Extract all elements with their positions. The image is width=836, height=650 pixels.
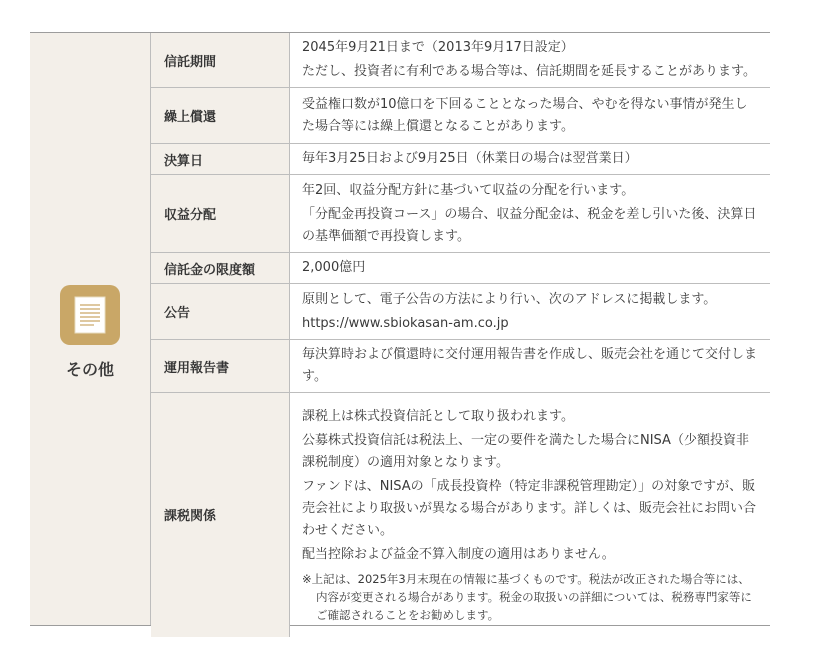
value-line: ファンドは、NISAの「成長投資枠（特定非課税管理勘定）」の対象ですが、販売会社により取扱いが異なる場合があります。詳しくは、販売会社にお問い合わせください。 (302, 478, 756, 538)
section-sidebar (30, 33, 151, 625)
info-rows (151, 33, 770, 637)
table-row (151, 253, 770, 284)
value-line: 配当控除および益金不算入制度の適用はありません。 (302, 546, 615, 562)
value-line: 受益権口数が10億口を下回ることとなった場合、やむを得ない事情が発生した場合等には繰上償還となることがあります。 (302, 96, 748, 134)
row-label: 繰上償還 (151, 88, 290, 144)
row-value (290, 33, 771, 88)
value-line: 毎年3月25日および9月25日（休業日の場合は翌営業日） (302, 151, 638, 166)
footnote: ※上記は、2025年3月末現在の情報に基づくものです。税法が改正された場合等には、内容が変更される場合があります。税金の取扱いの詳細については、税務専門家等にご確認されることをお勧めします。 (302, 571, 752, 622)
row-value (290, 253, 771, 284)
table-row (151, 393, 770, 637)
row-value (290, 144, 771, 175)
section-label: その他 (65, 360, 114, 379)
value-line: 年2回、収益分配方針に基づいて収益の分配を行います。 (302, 182, 635, 198)
document-icon-glyph (74, 296, 106, 334)
row-label: 収益分配 (151, 175, 290, 253)
row-label: 信託期間 (151, 33, 290, 88)
table-row (151, 340, 770, 393)
document-icon (60, 285, 120, 345)
value-line: 毎決算時および償還時に交付運用報告書を作成し、販売会社を通じて交付します。 (302, 347, 758, 384)
row-label: 運用報告書 (151, 340, 290, 393)
value-line: 「分配金再投資コース」の場合、収益分配金は、税金を差し引いた後、決算日の基準価額で再投資します。 (302, 206, 757, 244)
table-row (151, 144, 770, 175)
row-label: 信託金の限度額 (151, 253, 290, 284)
row-value (290, 284, 771, 340)
table-row (151, 175, 770, 253)
row-value (290, 393, 771, 637)
value-line: 課税上は株式投資信託として取り扱われます。 (302, 408, 574, 424)
value-line: 公募株式投資信託は税法上、一定の要件を満たした場合にNISA（少額投資非課税制度）の適用対象となります。 (302, 432, 749, 470)
row-value (290, 340, 771, 393)
value-line: 2,000億円 (302, 260, 366, 275)
row-value (290, 175, 771, 253)
row-label: 公告 (151, 284, 290, 340)
row-value (290, 88, 771, 144)
table-row (151, 33, 770, 88)
table-row (151, 284, 770, 340)
row-label: 決算日 (151, 144, 290, 175)
fund-info-table (30, 32, 770, 626)
table-row (151, 88, 770, 144)
value-line: 2045年9月21日まで（2013年9月17日設定） (302, 40, 574, 55)
value-line: 原則として、電子公告の方法により行い、次のアドレスに掲載します。 (302, 291, 717, 307)
url-text: https://www.sbiokasan-am.co.jp (302, 315, 509, 331)
value-line: ただし、投資者に有利である場合等は、信託期間を延長することがあります。 (302, 64, 756, 79)
row-label: 課税関係 (151, 393, 290, 637)
